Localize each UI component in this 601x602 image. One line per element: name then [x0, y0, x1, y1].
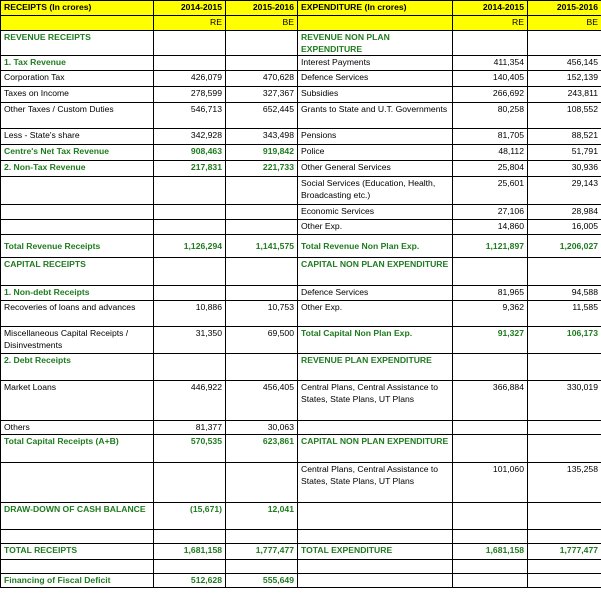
table-row: [1, 103, 601, 129]
value-cell: 243,811: [528, 87, 601, 103]
value-cell: 1,681,158: [154, 544, 226, 560]
section-heading: CAPITAL RECEIPTS: [1, 258, 154, 286]
row-label: Pensions: [298, 129, 453, 145]
value-cell: 27,106: [453, 205, 528, 220]
value-cell: 1,121,897: [453, 235, 528, 258]
row-label: Financing of Fiscal Deficit: [1, 574, 154, 588]
section-heading: REVENUE PLAN EXPENDITURE: [298, 354, 453, 381]
value-cell: 1,681,158: [453, 544, 528, 560]
value-cell: 343,498: [226, 129, 298, 145]
table-row: [1, 161, 601, 177]
value-cell: 1,777,477: [528, 544, 601, 560]
table-row: [1, 421, 601, 435]
table-row: [1, 301, 601, 327]
value-cell: 446,922: [154, 381, 226, 421]
value-cell: 81,377: [154, 421, 226, 435]
value-cell: 1,777,477: [226, 544, 298, 560]
table-row: [1, 435, 601, 463]
value-cell: 1,206,027: [528, 235, 601, 258]
row-label: Other Exp.: [298, 220, 453, 235]
value-cell: 10,886: [154, 301, 226, 327]
value-cell: 135,258: [528, 463, 601, 503]
value-cell: (15,671): [154, 503, 226, 530]
value-cell: 546,713: [154, 103, 226, 129]
spacer-row: [1, 560, 601, 574]
row-label: Taxes on Income: [1, 87, 154, 103]
row-label: DRAW-DOWN OF CASH BALANCE: [1, 503, 154, 530]
section-heading: REVENUE NON PLAN EXPENDITURE: [298, 31, 453, 56]
header-subrow: [1, 16, 601, 31]
table-row: [1, 286, 601, 301]
row-label: Central Plans, Central Assistance to States, State Plans, UT Plans: [298, 381, 453, 421]
value-cell: 366,884: [453, 381, 528, 421]
section-heading: REVENUE RECEIPTS: [1, 31, 154, 56]
table-row: [1, 205, 601, 220]
value-cell: 330,019: [528, 381, 601, 421]
value-cell: 266,692: [453, 87, 528, 103]
subsection-heading: 1. Tax Revenue: [1, 56, 154, 71]
table-row: [1, 145, 601, 161]
row-label: Social Services (Education, Health, Broadcasting etc.): [298, 177, 453, 205]
value-cell: 11,585: [528, 301, 601, 327]
value-cell: 48,112: [453, 145, 528, 161]
value-cell: 278,599: [154, 87, 226, 103]
value-cell: 908,463: [154, 145, 226, 161]
row-label: Market Loans: [1, 381, 154, 421]
year-a-header: 2014-2015: [154, 1, 226, 16]
table-row: [1, 544, 601, 560]
value-cell: 94,588: [528, 286, 601, 301]
table-row: [1, 235, 601, 258]
row-label: Economic Services: [298, 205, 453, 220]
value-cell: 217,831: [154, 161, 226, 177]
value-cell: 30,936: [528, 161, 601, 177]
row-label: Defence Services: [298, 71, 453, 87]
row-label: Interest Payments: [298, 56, 453, 71]
row-label: Recoveries of loans and advances: [1, 301, 154, 327]
value-cell: 623,861: [226, 435, 298, 463]
value-cell: 152,139: [528, 71, 601, 87]
row-label: Centre's Net Tax Revenue: [1, 145, 154, 161]
row-label: Police: [298, 145, 453, 161]
exp-year-a-header: 2014-2015: [453, 1, 528, 16]
value-cell: 1,141,575: [226, 235, 298, 258]
value-cell: 426,079: [154, 71, 226, 87]
section-heading: CAPITAL NON PLAN EXPENDITURE: [298, 258, 453, 286]
row-label: Central Plans, Central Assistance to States, State Plans, UT Plans: [298, 463, 453, 503]
exp-year-b-header: 2015-2016: [528, 1, 601, 16]
value-cell: 30,063: [226, 421, 298, 435]
exp-type-b-header: BE: [528, 16, 601, 31]
row-label: Grants to State and U.T. Governments: [298, 103, 453, 129]
row-label: Defence Services: [298, 286, 453, 301]
value-cell: 342,928: [154, 129, 226, 145]
row-label: TOTAL EXPENDITURE: [298, 544, 453, 560]
table-row: [1, 354, 601, 381]
expenditure-header: EXPENDITURE (In crores): [298, 1, 453, 16]
value-cell: 411,354: [453, 56, 528, 71]
row-label: Corporation Tax: [1, 71, 154, 87]
value-cell: 31,350: [154, 327, 226, 354]
value-cell: 14,860: [453, 220, 528, 235]
row-label: Others: [1, 421, 154, 435]
table-row: [1, 574, 601, 588]
table-row: [1, 503, 601, 530]
value-cell: 25,804: [453, 161, 528, 177]
value-cell: 512,628: [154, 574, 226, 588]
table-row: [1, 258, 601, 286]
subsection-heading: 2. Debt Receipts: [1, 354, 154, 381]
year-b-header: 2015-2016: [226, 1, 298, 16]
table-row: [1, 87, 601, 103]
value-cell: 91,327: [453, 327, 528, 354]
value-cell: 69,500: [226, 327, 298, 354]
row-label: Less - State's share: [1, 129, 154, 145]
value-cell: 16,005: [528, 220, 601, 235]
receipts-header: RECEIPTS (In crores): [1, 1, 154, 16]
table-row: [1, 71, 601, 87]
value-cell: 81,705: [453, 129, 528, 145]
row-label: Other General Services: [298, 161, 453, 177]
table-row: [1, 56, 601, 71]
row-label: Other Exp.: [298, 301, 453, 327]
table-row: [1, 31, 601, 56]
table-row: [1, 220, 601, 235]
value-cell: 327,367: [226, 87, 298, 103]
value-cell: 1,126,294: [154, 235, 226, 258]
type-a-header: RE: [154, 16, 226, 31]
header-row: [1, 1, 601, 16]
value-cell: 140,405: [453, 71, 528, 87]
section-heading: CAPITAL NON PLAN EXPENDITURE: [298, 435, 453, 463]
value-cell: 456,145: [528, 56, 601, 71]
value-cell: 88,521: [528, 129, 601, 145]
table-row: [1, 129, 601, 145]
value-cell: 652,445: [226, 103, 298, 129]
row-label: TOTAL RECEIPTS: [1, 544, 154, 560]
row-label: Total Revenue Receipts: [1, 235, 154, 258]
value-cell: 12,041: [226, 503, 298, 530]
value-cell: 106,173: [528, 327, 601, 354]
value-cell: 81,965: [453, 286, 528, 301]
row-label: Subsidies: [298, 87, 453, 103]
value-cell: 9,362: [453, 301, 528, 327]
value-cell: 108,552: [528, 103, 601, 129]
value-cell: 570,535: [154, 435, 226, 463]
row-label: Total Capital Receipts (A+B): [1, 435, 154, 463]
row-label: 2. Non-Tax Revenue: [1, 161, 154, 177]
value-cell: 456,405: [226, 381, 298, 421]
row-label: Total Capital Non Plan Exp.: [298, 327, 453, 354]
row-label: Miscellaneous Capital Receipts / Disinvestments: [1, 327, 154, 354]
row-label: Other Taxes / Custom Duties: [1, 103, 154, 129]
value-cell: 29,143: [528, 177, 601, 205]
row-label: Total Revenue Non Plan Exp.: [298, 235, 453, 258]
value-cell: 80,258: [453, 103, 528, 129]
value-cell: 25,601: [453, 177, 528, 205]
value-cell: 28,984: [528, 205, 601, 220]
type-b-header: BE: [226, 16, 298, 31]
value-cell: 101,060: [453, 463, 528, 503]
value-cell: 470,628: [226, 71, 298, 87]
value-cell: 221,733: [226, 161, 298, 177]
table-row: [1, 327, 601, 354]
value-cell: 919,842: [226, 145, 298, 161]
table-row: [1, 463, 601, 503]
exp-type-a-header: RE: [453, 16, 528, 31]
table-row: [1, 177, 601, 205]
table-row: [1, 381, 601, 421]
value-cell: 51,791: [528, 145, 601, 161]
subsection-heading: 1. Non-debt Receipts: [1, 286, 154, 301]
value-cell: 555,649: [226, 574, 298, 588]
value-cell: 10,753: [226, 301, 298, 327]
spacer-row: [1, 530, 601, 544]
